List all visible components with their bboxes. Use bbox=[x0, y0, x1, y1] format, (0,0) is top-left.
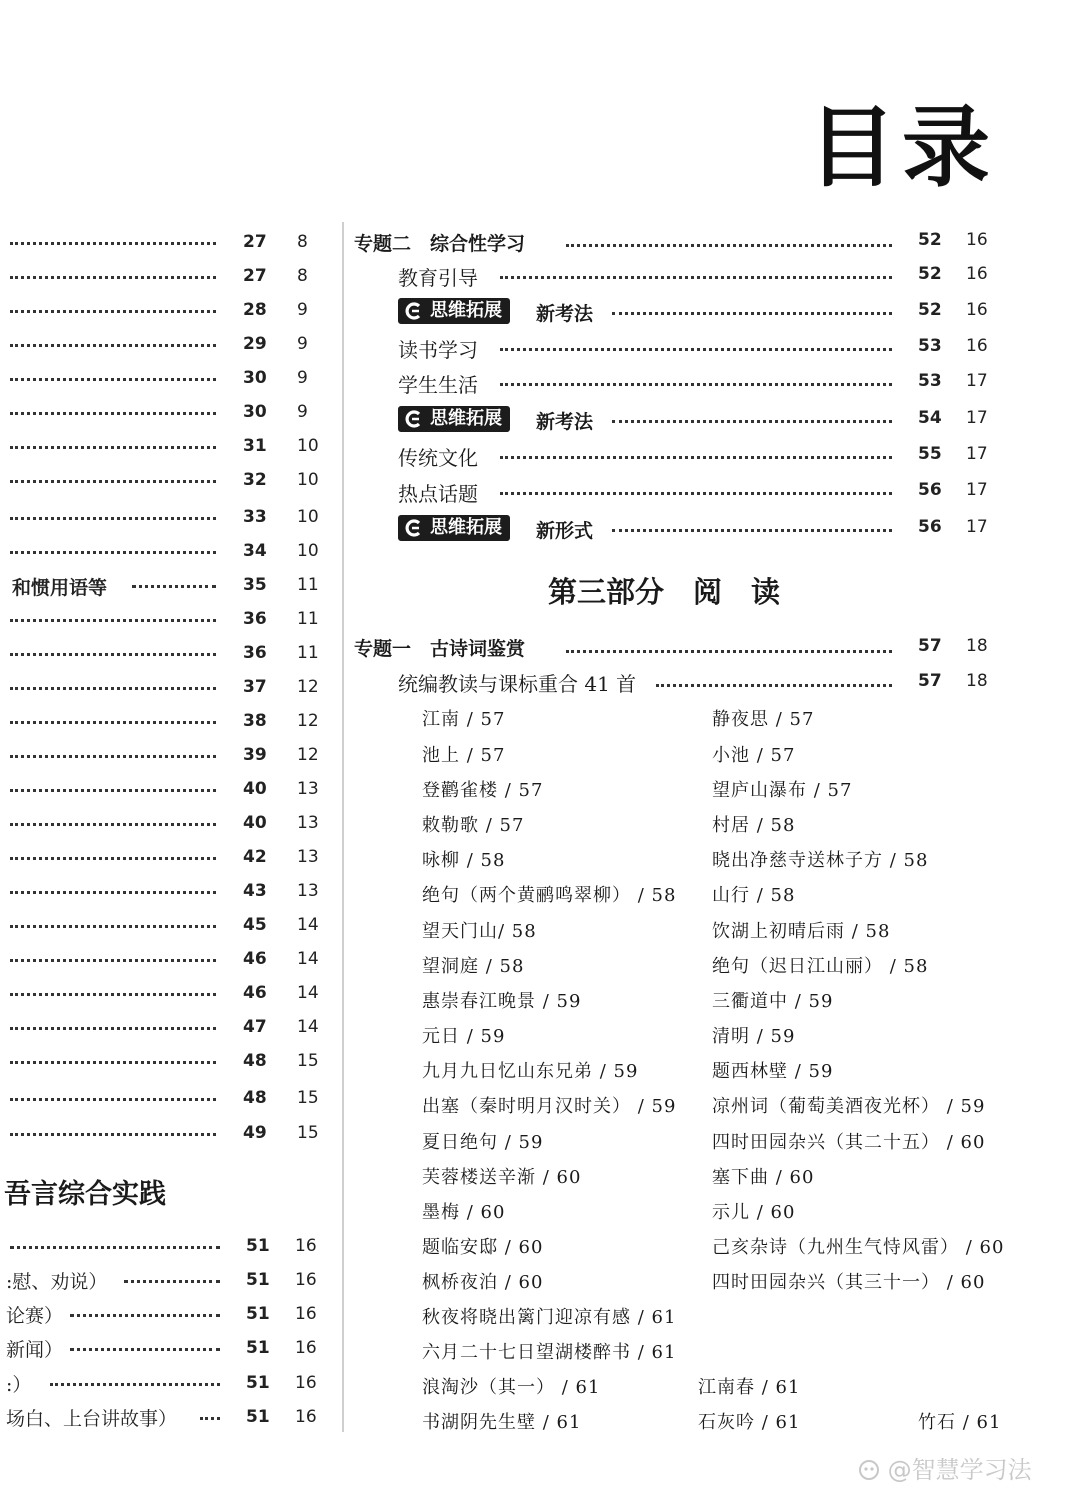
left-practice-page: 51 bbox=[246, 1304, 270, 1324]
think-expand-badge bbox=[398, 515, 510, 541]
poem-entry: 咏柳 / 58 bbox=[422, 850, 506, 871]
badge-item-label: 新考法 bbox=[536, 303, 594, 325]
topic1-page: 57 bbox=[918, 636, 942, 656]
watermark bbox=[858, 1450, 1032, 1485]
poem-entry: 元日 / 59 bbox=[422, 1026, 506, 1047]
poem-entry: 枫桥夜泊 / 60 bbox=[422, 1272, 544, 1293]
poem-entry: 夏日绝句 / 59 bbox=[422, 1132, 544, 1153]
poem-entry: 敕勒歌 / 57 bbox=[422, 815, 525, 836]
poem-entry: 江南 / 57 bbox=[422, 709, 506, 730]
topic2-item-page: 53 bbox=[918, 371, 942, 391]
left-practice-text: 论赛） bbox=[6, 1305, 64, 1327]
leader-dots bbox=[10, 1133, 216, 1136]
badge-item-label: 新形式 bbox=[536, 520, 594, 542]
left-row-page2: 9 bbox=[297, 300, 308, 320]
left-practice-text: :） bbox=[6, 1374, 32, 1396]
part3-heading: 第三部分 阅 读 bbox=[548, 575, 781, 609]
topic2-item-page: 52 bbox=[918, 300, 942, 320]
leader-dots bbox=[10, 446, 216, 449]
topic2-item-label: 读书学习 bbox=[398, 338, 478, 362]
poem-entry: 书湖阴先生壁 / 61 bbox=[422, 1412, 582, 1433]
leader-dots bbox=[500, 276, 892, 279]
poem-entry: 四时田园杂兴（其三十一） / 60 bbox=[712, 1272, 986, 1293]
left-row-page: 48 bbox=[243, 1051, 267, 1071]
left-row-page2: 15 bbox=[297, 1088, 319, 1108]
leader-dots bbox=[10, 721, 216, 724]
poem-entry: 秋夜将晓出篱门迎凉有感 / 61 bbox=[422, 1307, 677, 1328]
topic2-page2: 16 bbox=[966, 230, 988, 250]
poem-extra: 竹石 / 61 bbox=[918, 1412, 1002, 1433]
poem-entry: 饮湖上初晴后雨 / 58 bbox=[712, 921, 891, 942]
left-row-page: 46 bbox=[243, 983, 267, 1003]
topic2-item-page2: 16 bbox=[966, 300, 988, 320]
left-row-page: 36 bbox=[243, 643, 267, 663]
left-row-page2: 8 bbox=[297, 266, 308, 286]
topic2-item-page2: 16 bbox=[966, 336, 988, 356]
badge-label: 思维拓展 bbox=[430, 408, 502, 429]
left-row-page2: 14 bbox=[297, 915, 319, 935]
left-practice-page2: 16 bbox=[295, 1304, 317, 1324]
leader-dots bbox=[10, 687, 216, 690]
left-row-page: 31 bbox=[243, 436, 267, 456]
poem-entry: 望庐山瀑布 / 57 bbox=[712, 780, 853, 801]
left-row-page: 43 bbox=[243, 881, 267, 901]
leader-dots bbox=[10, 993, 216, 996]
left-row-page2: 14 bbox=[297, 1017, 319, 1037]
topic2-label: 专题二 综合性学习 bbox=[354, 233, 526, 255]
topic2-item-page2: 16 bbox=[966, 264, 988, 284]
topic1-label: 专题一 古诗词鉴赏 bbox=[354, 638, 526, 660]
leader-dots bbox=[10, 310, 216, 313]
left-practice-page2: 16 bbox=[295, 1236, 317, 1256]
watermark-text: @智慧学习法 bbox=[887, 1456, 1032, 1484]
poem-entry: 凉州词（葡萄美酒夜光杯） / 59 bbox=[712, 1096, 986, 1117]
poem-entry: 山行 / 58 bbox=[712, 885, 796, 906]
topic2-item-page: 56 bbox=[918, 480, 942, 500]
left-row-page: 47 bbox=[243, 1017, 267, 1037]
topic2-item-page2: 17 bbox=[966, 517, 988, 537]
leader-dots bbox=[10, 378, 216, 381]
poem-entry: 静夜思 / 57 bbox=[712, 709, 815, 730]
poem-entry: 浪淘沙（其一） / 61 bbox=[422, 1377, 601, 1398]
leader-dots bbox=[10, 857, 216, 860]
leader-dots bbox=[10, 242, 216, 245]
topic2-item-label: 传统文化 bbox=[398, 446, 478, 470]
left-practice-page2: 16 bbox=[295, 1270, 317, 1290]
topic2-item-page2: 17 bbox=[966, 480, 988, 500]
left-row-page2: 11 bbox=[297, 575, 319, 595]
leader-dots bbox=[50, 1383, 220, 1386]
left-row-page: 30 bbox=[243, 402, 267, 422]
poem-entry: 芙蓉楼送辛渐 / 60 bbox=[422, 1167, 582, 1188]
poem-entry: 六月二十七日望湖楼醉书 / 61 bbox=[422, 1342, 677, 1363]
left-row-page: 30 bbox=[243, 368, 267, 388]
leader-dots bbox=[656, 684, 892, 687]
badge-item-label: 新考法 bbox=[536, 411, 594, 433]
left-row-page: 34 bbox=[243, 541, 267, 561]
left-row-page: 42 bbox=[243, 847, 267, 867]
left-practice-page: 51 bbox=[246, 1236, 270, 1256]
left-practice-page: 51 bbox=[246, 1270, 270, 1290]
poem-entry: 江南春 / 61 bbox=[698, 1377, 801, 1398]
think-expand-badge bbox=[398, 298, 510, 324]
left-row-page: 45 bbox=[243, 915, 267, 935]
left-row-page2: 9 bbox=[297, 368, 308, 388]
poem-entry: 九月九日忆山东兄弟 / 59 bbox=[422, 1061, 639, 1082]
topic2-item-page2: 17 bbox=[966, 408, 988, 428]
sub-page: 57 bbox=[918, 671, 942, 691]
left-row-page: 39 bbox=[243, 745, 267, 765]
leader-dots bbox=[10, 517, 216, 520]
column-divider bbox=[342, 222, 344, 1432]
leader-dots bbox=[612, 420, 892, 423]
poem-entry: 村居 / 58 bbox=[712, 815, 796, 836]
left-practice-page2: 16 bbox=[295, 1373, 317, 1393]
left-row-page2: 8 bbox=[297, 232, 308, 252]
left-practice-page: 51 bbox=[246, 1338, 270, 1358]
left-row-page: 27 bbox=[243, 232, 267, 252]
poem-entry: 墨梅 / 60 bbox=[422, 1202, 506, 1223]
left-row-page2: 15 bbox=[297, 1051, 319, 1071]
poem-entry: 望天门山/ 58 bbox=[422, 921, 537, 942]
left-row-page2: 10 bbox=[297, 470, 319, 490]
left-row-text: 和惯用语等 bbox=[12, 577, 108, 599]
topic2-item-page: 52 bbox=[918, 264, 942, 284]
left-practice-page: 51 bbox=[246, 1373, 270, 1393]
left-row-page: 28 bbox=[243, 300, 267, 320]
c-logo-icon bbox=[405, 410, 423, 428]
poem-entry: 题临安邸 / 60 bbox=[422, 1237, 544, 1258]
leader-dots bbox=[10, 480, 216, 483]
left-practice-text: 新闻） bbox=[6, 1339, 64, 1361]
leader-dots bbox=[10, 344, 216, 347]
topic2-item-page: 56 bbox=[918, 517, 942, 537]
poem-entry: 登鹳雀楼 / 57 bbox=[422, 780, 544, 801]
left-row-page2: 15 bbox=[297, 1123, 319, 1143]
badge-label: 思维拓展 bbox=[430, 517, 502, 538]
leader-dots bbox=[10, 276, 216, 279]
leader-dots bbox=[10, 1098, 216, 1101]
poem-entry: 题西林壁 / 59 bbox=[712, 1061, 834, 1082]
left-row-page2: 14 bbox=[297, 983, 319, 1003]
left-row-page: 36 bbox=[243, 609, 267, 629]
left-row-page2: 9 bbox=[297, 334, 308, 354]
leader-dots bbox=[500, 348, 892, 351]
poem-entry: 清明 / 59 bbox=[712, 1026, 796, 1047]
left-row-page2: 12 bbox=[297, 677, 319, 697]
topic2-item-label: 学生生活 bbox=[398, 373, 478, 397]
poem-entry: 绝句（两个黄鹂鸣翠柳） / 58 bbox=[422, 885, 677, 906]
leader-dots bbox=[10, 412, 216, 415]
left-row-page2: 11 bbox=[297, 609, 319, 629]
leader-dots bbox=[10, 619, 216, 622]
left-practice-page2: 16 bbox=[295, 1407, 317, 1427]
left-row-page2: 9 bbox=[297, 402, 308, 422]
left-row-page: 49 bbox=[243, 1123, 267, 1143]
leader-dots bbox=[200, 1417, 220, 1420]
poem-entry: 塞下曲 / 60 bbox=[712, 1167, 815, 1188]
left-row-page2: 10 bbox=[297, 436, 319, 456]
left-row-page: 33 bbox=[243, 507, 267, 527]
left-section-heading: 吾言综合实践 bbox=[4, 1179, 166, 1210]
poem-entry: 出塞（秦时明月汉时关） / 59 bbox=[422, 1096, 677, 1117]
leader-dots bbox=[10, 925, 216, 928]
left-row-page2: 12 bbox=[297, 711, 319, 731]
leader-dots bbox=[10, 891, 216, 894]
topic2-item-page2: 17 bbox=[966, 371, 988, 391]
left-row-page: 32 bbox=[243, 470, 267, 490]
leader-dots bbox=[10, 1246, 220, 1249]
poem-entry: 示儿 / 60 bbox=[712, 1202, 796, 1223]
leader-dots bbox=[612, 312, 892, 315]
leader-dots bbox=[132, 585, 216, 588]
topic2-page: 52 bbox=[918, 230, 942, 250]
left-row-page2: 11 bbox=[297, 643, 319, 663]
topic2-item-label: 热点话题 bbox=[398, 482, 478, 506]
c-logo-icon bbox=[405, 302, 423, 320]
leader-dots bbox=[124, 1280, 220, 1283]
leader-dots bbox=[500, 492, 892, 495]
leader-dots bbox=[10, 755, 216, 758]
leader-dots bbox=[10, 789, 216, 792]
left-row-page: 29 bbox=[243, 334, 267, 354]
poem-entry: 池上 / 57 bbox=[422, 745, 506, 766]
poem-entry: 小池 / 57 bbox=[712, 745, 796, 766]
left-row-page: 38 bbox=[243, 711, 267, 731]
leader-dots bbox=[10, 653, 216, 656]
topic2-item-label: 教育引导 bbox=[398, 266, 478, 290]
topic1-page2: 18 bbox=[966, 636, 988, 656]
topic2-item-page: 53 bbox=[918, 336, 942, 356]
badge-label: 思维拓展 bbox=[430, 300, 502, 321]
topic2-item-page: 54 bbox=[918, 408, 942, 428]
leader-dots bbox=[70, 1348, 220, 1351]
left-practice-text: :慰、劝说） bbox=[6, 1271, 108, 1293]
leader-dots bbox=[10, 551, 216, 554]
poem-entry: 晓出净慈寺送林子方 / 58 bbox=[712, 850, 929, 871]
leader-dots bbox=[10, 959, 216, 962]
left-row-page: 27 bbox=[243, 266, 267, 286]
leader-dots bbox=[566, 650, 892, 653]
poem-entry: 三衢道中 / 59 bbox=[712, 991, 834, 1012]
left-row-page2: 14 bbox=[297, 949, 319, 969]
poem-entry: 惠崇春江晚景 / 59 bbox=[422, 991, 582, 1012]
left-row-page2: 13 bbox=[297, 847, 319, 867]
leader-dots bbox=[10, 823, 216, 826]
left-row-page2: 13 bbox=[297, 779, 319, 799]
leader-dots bbox=[566, 244, 892, 247]
left-row-page2: 10 bbox=[297, 541, 319, 561]
leader-dots bbox=[10, 1027, 216, 1030]
left-practice-text: 场白、上台讲故事） bbox=[6, 1408, 178, 1430]
poem-entry: 四时田园杂兴（其二十五） / 60 bbox=[712, 1132, 986, 1153]
sub-label: 统编教读与课标重合 41 首 bbox=[398, 672, 637, 696]
topic2-item-page2: 17 bbox=[966, 444, 988, 464]
poem-entry: 绝句（迟日江山丽） / 58 bbox=[712, 956, 929, 977]
left-row-page2: 12 bbox=[297, 745, 319, 765]
left-row-page: 40 bbox=[243, 813, 267, 833]
think-expand-badge bbox=[398, 406, 510, 432]
left-row-page2: 13 bbox=[297, 813, 319, 833]
poem-entry: 己亥杂诗（九州生气恃风雷） / 60 bbox=[712, 1237, 1005, 1258]
poem-entry: 望洞庭 / 58 bbox=[422, 956, 525, 977]
left-row-page2: 13 bbox=[297, 881, 319, 901]
left-row-page: 40 bbox=[243, 779, 267, 799]
watermark-logo-icon bbox=[858, 1459, 880, 1481]
leader-dots bbox=[612, 529, 892, 532]
topic2-item-page: 55 bbox=[918, 444, 942, 464]
left-row-page: 35 bbox=[243, 575, 267, 595]
leader-dots bbox=[10, 1061, 216, 1064]
left-row-page2: 10 bbox=[297, 507, 319, 527]
leader-dots bbox=[500, 456, 892, 459]
left-practice-page: 51 bbox=[246, 1407, 270, 1427]
sub-page2: 18 bbox=[966, 671, 988, 691]
c-logo-icon bbox=[405, 519, 423, 537]
poem-entry: 石灰吟 / 61 bbox=[698, 1412, 801, 1433]
left-row-page: 48 bbox=[243, 1088, 267, 1108]
left-row-page: 46 bbox=[243, 949, 267, 969]
left-row-page: 37 bbox=[243, 677, 267, 697]
leader-dots bbox=[500, 383, 892, 386]
leader-dots bbox=[70, 1314, 220, 1317]
left-practice-page2: 16 bbox=[295, 1338, 317, 1358]
page-title: 目录 bbox=[808, 96, 997, 199]
